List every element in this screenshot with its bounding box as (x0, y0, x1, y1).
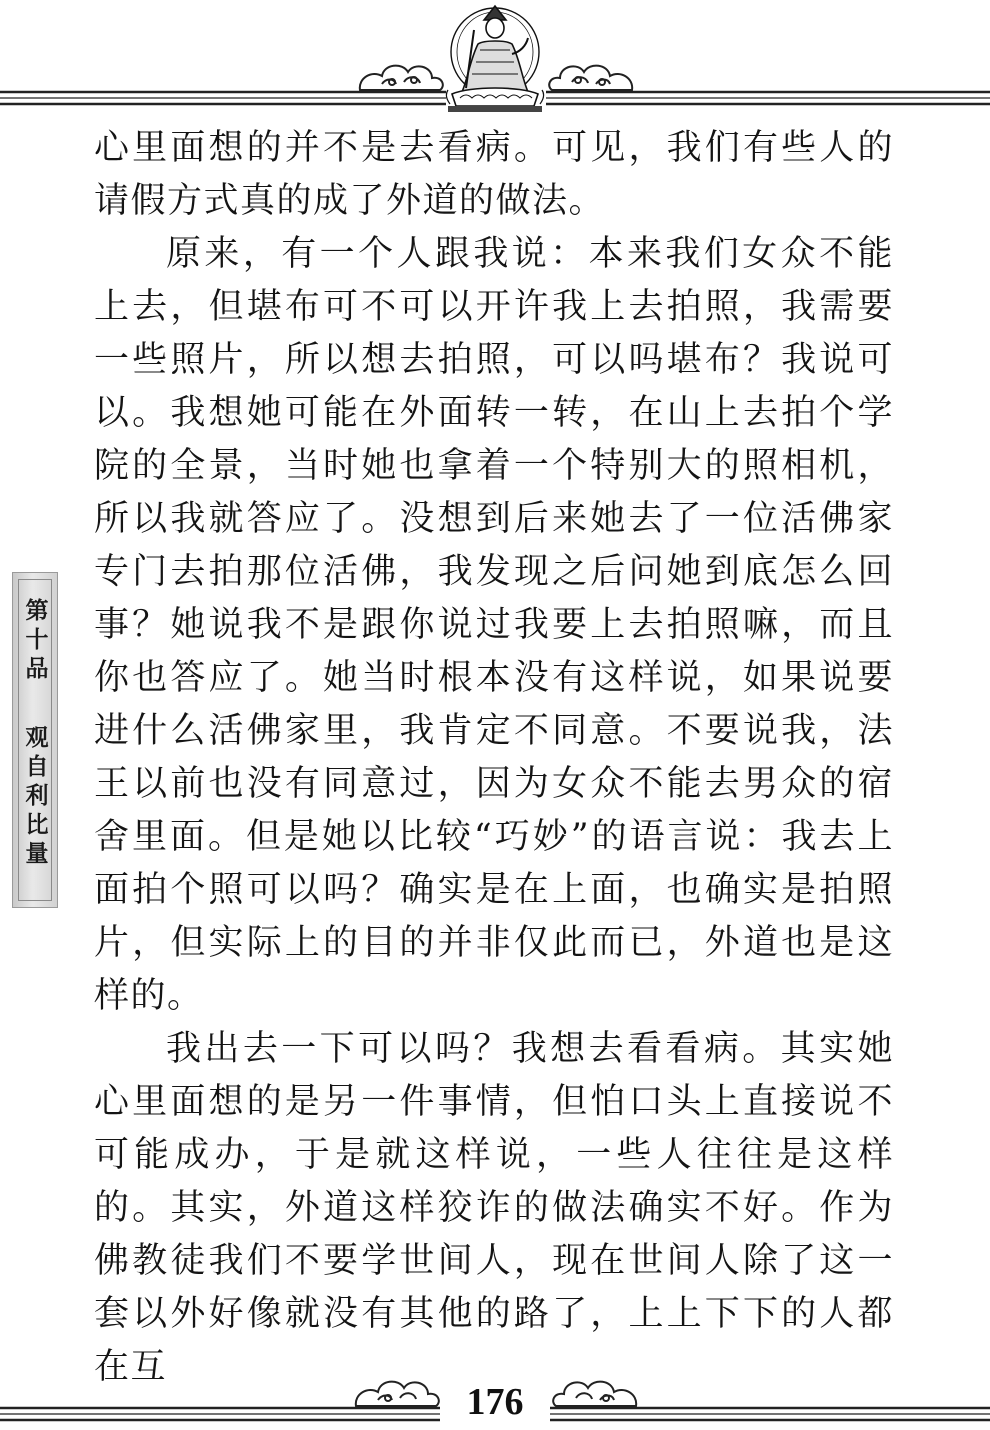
footer-rule-left (0, 1408, 440, 1420)
auspicious-cloud-icon-left (360, 66, 443, 90)
header-rule-left (0, 92, 446, 104)
auspicious-cloud-icon-footer-right (553, 1382, 636, 1406)
header-rule-right (546, 92, 990, 104)
auspicious-cloud-icon-right (549, 66, 632, 90)
footer-rule-right (550, 1408, 990, 1420)
paragraph: 我出去一下可以吗？我想去看看病。其实她心里面想的是另一件事情，但怕口头上直接说不可能成办，于是就这样说，一些人往往是这样的。其实，外道这样狡诈的做法确实不好。作为佛教徒我们不要学世间人，现在世间人除了这一套以外好像就没有其他的路了，上上下下的人都在互 (94, 1029, 894, 1387)
chapter-side-tab-frame (18, 579, 52, 901)
padmasambhava-figure-icon (446, 6, 543, 112)
paragraph: 原来，有一个人跟我说：本来我们女众不能上去，但堪布可不可以开许我上去拍照，我需要一些照片，所以想去拍照，可以吗堪布？我说可以。我想她可能在外面转一转，在山上去拍个学院的全景，当时她也拿着一个特别大的照相机，所以我就答应了。没想到后来她去了一位活佛家专门去拍那位活佛，我发现之后问她到底怎么回事？她说我不是跟你说过我要上去拍照嘛，而且你也答应了。她当时根本没有这样说，如果说要进什么活佛家里，我肯定不同意。不要说我，法王以前也没有同意过，因为女众不能去男众的宿舍里面。但是她以比较“巧妙”的语言说：我去上面拍个照可以吗？确实是在上面，也确实是拍照片，但实际上的目的并非仅此而已，外道也是这样的。 (94, 234, 894, 1016)
auspicious-cloud-icon-footer-left (356, 1382, 439, 1406)
main-text (94, 122, 894, 1394)
page-number: 176 (466, 1381, 524, 1423)
header-ornament (0, 0, 990, 118)
chapter-side-tab (12, 572, 58, 908)
chapter-title: 观自利比量 (21, 725, 49, 870)
paragraph: 心里面想的并不是去看病。可见，我们有些人的请假方式真的成了外道的做法。 (94, 128, 894, 221)
chapter-number: 第十品 (21, 598, 49, 685)
